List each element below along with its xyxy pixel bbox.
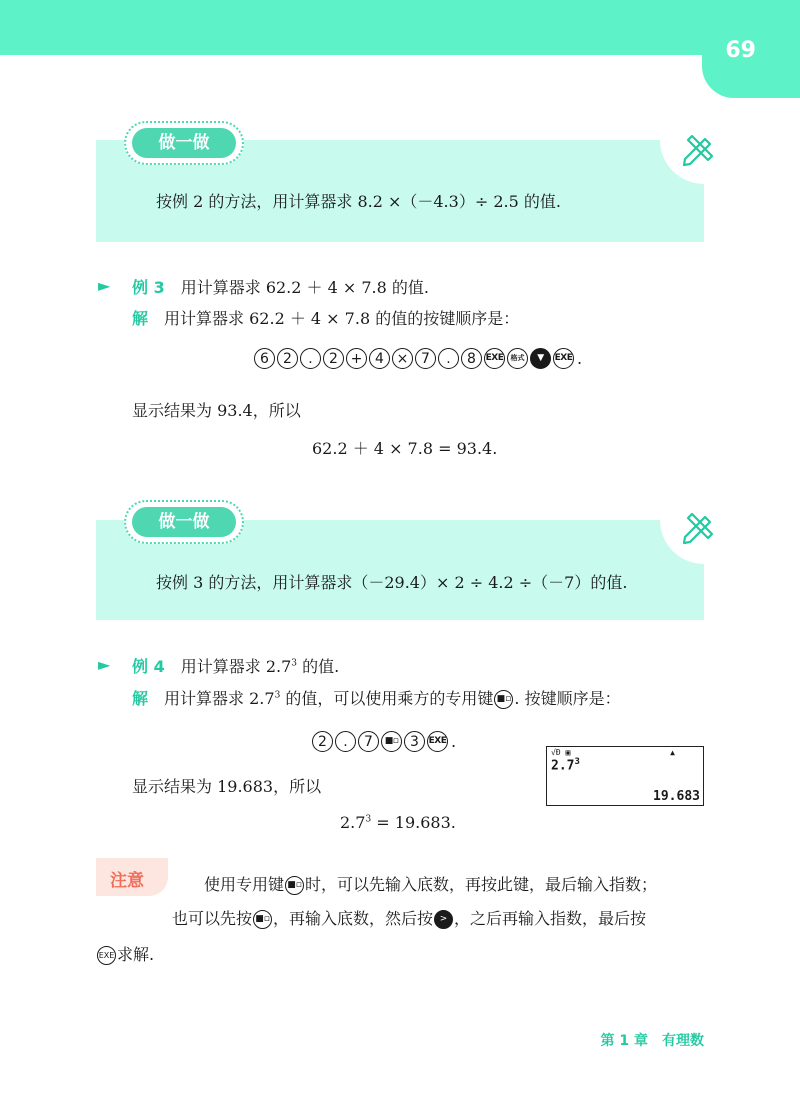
power-key-icon: ■▫	[285, 876, 304, 895]
calculator-display	[546, 746, 704, 806]
note-tag	[96, 858, 168, 896]
key-exe: EXE	[484, 348, 505, 369]
key-6: 6	[254, 348, 275, 369]
example-3-question: 用计算器求 62.2 ＋ 4 × 7.8 的值.	[180, 278, 429, 297]
key-format: 格式	[507, 348, 528, 369]
exercise-text-1: 按例 2 的方法，用计算器求 8.2 ×（－4.3）÷ 2.5 的值.	[156, 192, 561, 211]
example-4-result-text: 显示结果为 19.683，所以	[132, 777, 322, 796]
pencil-ruler-icon	[680, 132, 716, 168]
power-key-icon: ■▫	[381, 731, 402, 752]
key-exe: EXE	[553, 348, 574, 369]
page-number-tab	[702, 0, 800, 98]
display-up-indicator-icon: ▲	[670, 748, 675, 757]
key-times: ×	[392, 348, 413, 369]
key-8: 8	[461, 348, 482, 369]
example-arrow-icon: ►	[98, 655, 111, 674]
key-exe: EXE	[97, 946, 116, 965]
note-tag-label: 注意	[110, 871, 144, 891]
example-4-solution: 解 用计算器求 $2.7^3$ 的值，可以使用乘方的专用键 ■▫ . 按键顺序是：	[132, 689, 621, 708]
exercise-tag-1	[124, 121, 244, 165]
right-arrow-key-icon: >	[434, 910, 453, 929]
solution-label: 解	[132, 309, 149, 328]
key-2: 2	[323, 348, 344, 369]
key-2: 2	[312, 731, 333, 752]
key-exe: EXE	[427, 731, 448, 752]
solution-text: 用计算器求 62.2 ＋ 4 × 7.8 的值的按键顺序是：	[164, 309, 520, 328]
key-sequence-3: 6 2 . 2 + 4 × 7 . 8 EXE 格式 ▼ EXE .	[254, 348, 582, 369]
power-key-icon: ■▫	[494, 690, 513, 709]
example-3-equation: 62.2 ＋ 4 × 7.8 = 93.4.	[312, 439, 498, 458]
example-4-heading: 例 4 用计算器求 $2.7^3$ 的值.	[132, 657, 340, 676]
example-3-solution	[132, 306, 519, 329]
key-down-arrow-icon: ▼	[530, 348, 551, 369]
example-3-label: 例 3	[132, 278, 165, 297]
key-plus: +	[346, 348, 367, 369]
exercise-text-2: 按例 3 的方法，用计算器求（－29.4）× 2 ÷ 4.2 ÷（－7）的值.	[156, 573, 628, 592]
key-point: .	[438, 348, 459, 369]
key-4: 4	[369, 348, 390, 369]
key-3: 3	[404, 731, 425, 752]
example-arrow-icon: ►	[98, 276, 111, 295]
note-line-1: 使用专用键 ■▫ 时，可以先输入底数，再按此键，最后输入指数；	[204, 875, 658, 894]
example-3-result-text: 显示结果为 93.4，所以	[132, 401, 301, 420]
chapter-footer: 第 1 章 有理数	[600, 1033, 704, 1049]
display-result: 19.683	[653, 789, 700, 804]
key-2: 2	[277, 348, 298, 369]
key-sequence-4: 2 . 7 ■▫ 3 EXE .	[312, 731, 456, 752]
note-line-3: EXE 求解.	[98, 945, 155, 964]
power-key-icon: ■▫	[253, 910, 272, 929]
exercise-tag-label: 做一做	[132, 128, 236, 158]
example-4-label: 例 4	[132, 657, 165, 676]
example-3-heading	[132, 275, 429, 298]
key-7: 7	[358, 731, 379, 752]
exercise-tag-2	[124, 500, 244, 544]
exercise-tag-label: 做一做	[132, 507, 236, 537]
note-line-2: 也可以先按 ■▫ ，再输入底数，然后按 > ，之后再输入指数，最后按	[172, 909, 647, 928]
key-point: .	[300, 348, 321, 369]
key-point: .	[335, 731, 356, 752]
page-number: 69	[725, 38, 756, 63]
key-7: 7	[415, 348, 436, 369]
pencil-ruler-icon	[680, 510, 716, 546]
solution-label: 解	[132, 689, 149, 708]
example-4-equation: $2.7^3 = 19.683$.	[340, 813, 456, 832]
top-bar	[0, 0, 800, 55]
display-status-icons: √Ð ▣	[551, 748, 571, 757]
display-expression: $2.7^3$	[551, 757, 580, 774]
